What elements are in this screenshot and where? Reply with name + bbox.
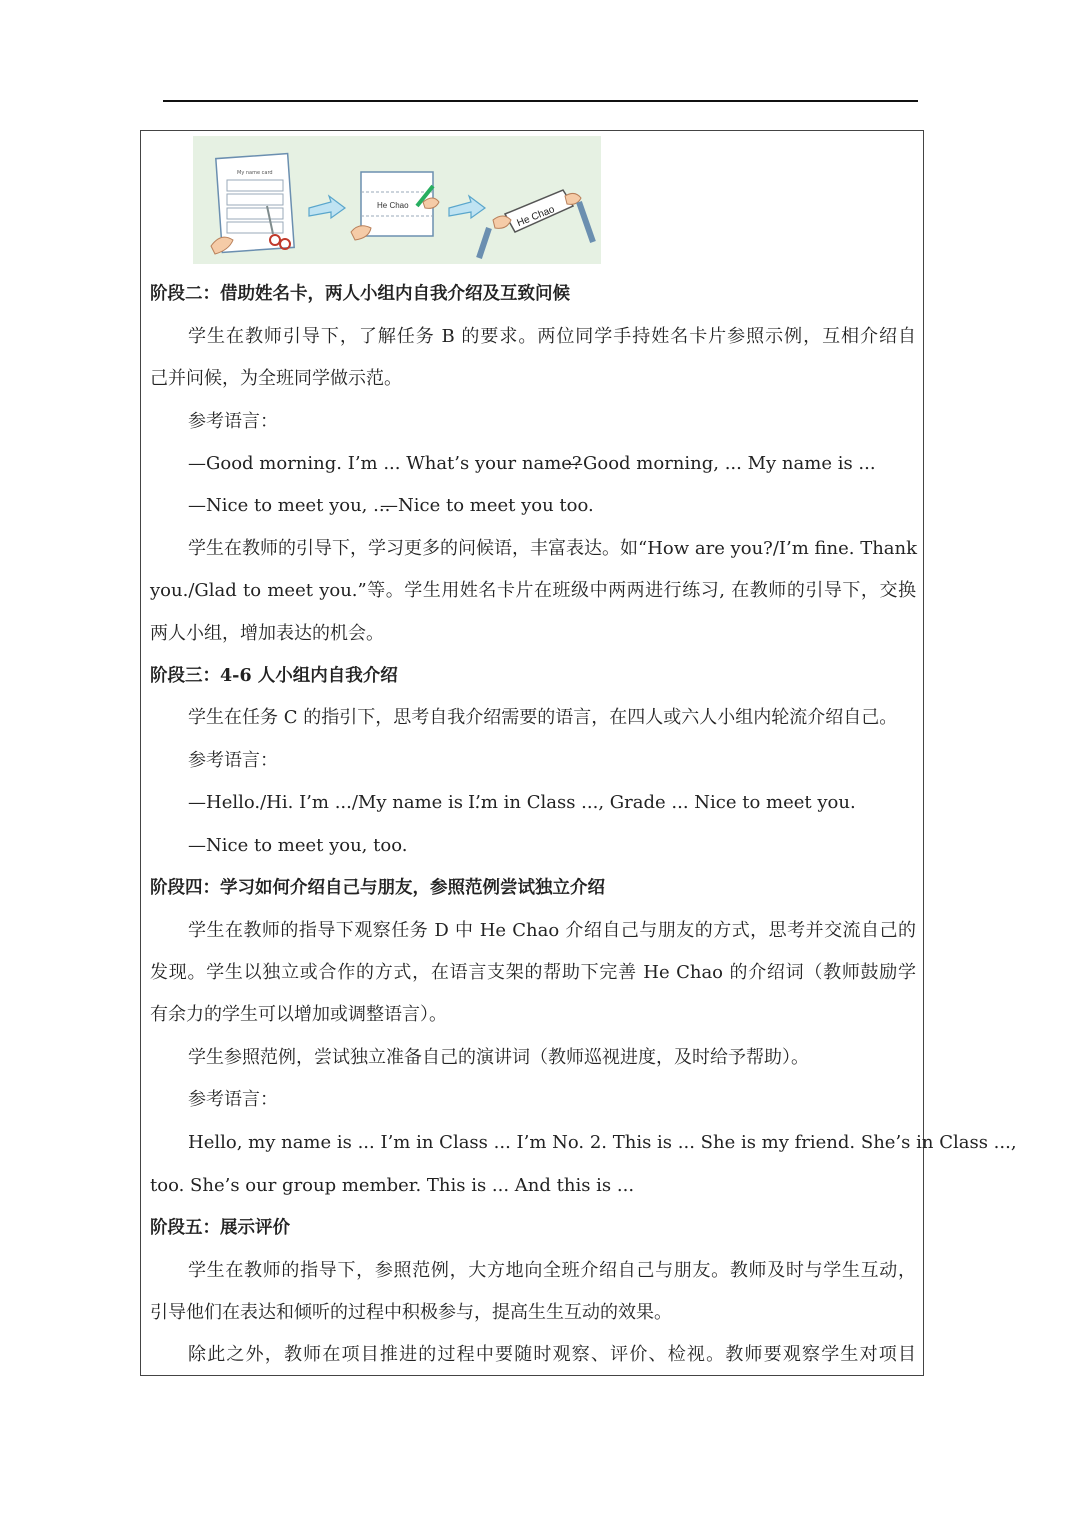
paragraph-line: 学生参照范例，尝试独立准备自己的演讲词（教师巡视进度，及时给予帮助）。 bbox=[188, 1047, 809, 1068]
paragraph-line: 学生在教师的引导下，学习更多的问候语，丰富表达。如“How are you?/I’m fine. Thank bbox=[188, 538, 918, 559]
arrow-right-icon bbox=[309, 196, 345, 218]
stage4-heading: 阶段四：学习如何介绍自己与朋友，参照范例尝试独立介绍 bbox=[150, 878, 605, 898]
paragraph-line: 学生在教师引导下，了解任务 B 的要求。两位同学手持姓名卡片参照示例，互相介绍自 bbox=[188, 326, 916, 347]
reference-language-label: 参考语言： bbox=[188, 750, 278, 771]
card3-name: He Chao bbox=[515, 204, 557, 230]
paragraph-line: 发现。学生以独立或合作的方式，在语言支架的帮助下完善 He Chao 的介绍词（教师鼓励学 bbox=[150, 962, 916, 983]
reference-language-label: 参考语言： bbox=[188, 1089, 278, 1110]
example-line: —Nice to meet you, too. bbox=[188, 835, 408, 856]
card2-name: He Chao bbox=[377, 201, 409, 210]
example-line: —Nice to meet you too. bbox=[380, 495, 594, 516]
name-card-held-icon bbox=[479, 190, 593, 258]
paragraph-line: you./Glad to meet you.”等。学生用姓名卡片在班级中两两进行练习, 在教师的引导下，交换 bbox=[150, 580, 916, 601]
stage3-heading: 阶段三：4-6 人小组内自我介绍 bbox=[150, 666, 398, 686]
reference-language-label: 参考语言： bbox=[188, 411, 278, 432]
stage2-heading: 阶段二：借助姓名卡，两人小组内自我介绍及互致问候 bbox=[150, 284, 570, 304]
paragraph-line: 学生在教师的指导下观察任务 D 中 He Chao 介绍自己与朋友的方式，思考并交流自己的 bbox=[188, 920, 916, 941]
card-with-pen-icon bbox=[351, 172, 439, 240]
arrow-right-icon bbox=[449, 196, 485, 218]
paragraph-line: 己并问候，为全班同学做示范。 bbox=[150, 368, 402, 389]
example-line: —Good morning, ... My name is ... bbox=[565, 453, 876, 474]
example-line: —Good morning. I’m ... What’s your name? bbox=[188, 453, 582, 474]
paragraph-line: 学生在教师的指导下，参照范例，大方地向全班介绍自己与朋友。教师及时与学生互动， bbox=[188, 1260, 916, 1281]
card1-caption: My name card bbox=[237, 170, 273, 176]
paragraph-line: 引导他们在表达和倾听的过程中积极参与，提高生生互动的效果。 bbox=[150, 1302, 672, 1323]
stage5-heading: 阶段五：展示评价 bbox=[150, 1218, 290, 1238]
example-line: —Nice to meet you, ... bbox=[188, 495, 391, 516]
example-line: —Hello./Hi. I’m .../My name is ... bbox=[188, 792, 486, 813]
header-rule bbox=[163, 100, 918, 102]
paragraph-line: 两人小组，增加表达的机会。 bbox=[150, 623, 384, 644]
paragraph-line: 除此之外，教师在项目推进的过程中要随时观察、评价、检视。教师要观察学生对项目 bbox=[188, 1344, 916, 1365]
example-line: too. She’s our group member. This is ... And this is ... bbox=[150, 1175, 635, 1196]
example-line: Hello, my name is ... I’m in Class ... I’m No. 2. This is ... She is my friend. She’s in Class ..., bbox=[188, 1132, 1017, 1153]
example-line: I’m in Class ..., Grade ... Nice to meet you. bbox=[468, 792, 856, 813]
paragraph-line: 有余力的学生可以增加或调整语言）。 bbox=[150, 1004, 447, 1025]
name-card-illustration bbox=[193, 136, 601, 264]
paragraph-line: 学生在任务 C 的指引下，思考自我介绍需要的语言，在四人或六人小组内轮流介绍自己。 bbox=[188, 707, 898, 728]
paper-with-scissors-icon bbox=[211, 154, 294, 254]
